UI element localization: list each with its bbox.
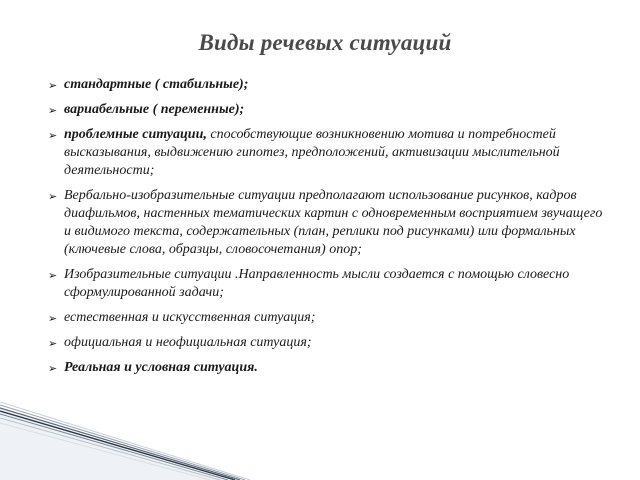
list-item	[48, 187, 608, 259]
list-item	[48, 266, 608, 302]
bullet-arrow-icon: ➢	[48, 80, 58, 92]
bullet-arrow-icon: ➢	[48, 130, 58, 142]
item-text-bold: Реальная и условная ситуация.	[64, 360, 258, 375]
item-text: способствующие возникновению мотива и потребностей высказывания, выдвижению гипотез, предположений, активизации мыслительной деятельности;	[64, 127, 560, 178]
bullet-arrow-icon: ➢	[48, 338, 58, 350]
list-item	[48, 101, 608, 119]
bullet-arrow-icon: ➢	[48, 363, 58, 375]
item-text-bold: вариабельные ( переменные);	[64, 102, 245, 117]
bullet-arrow-icon: ➢	[48, 191, 58, 203]
item-text: Изобразительные ситуации .Направленность мысли создается с помощью словесно сформулированной задачи;	[64, 267, 570, 300]
bullet-arrow-icon: ➢	[48, 270, 58, 282]
item-text: естественная и искусственная ситуация;	[64, 310, 316, 325]
bullet-arrow-icon: ➢	[48, 313, 58, 325]
decorative-stripes	[0, 380, 640, 480]
item-text: официальная и неофициальная ситуация;	[64, 335, 312, 350]
slide-title: Виды речевых ситуаций	[198, 30, 452, 55]
list-item	[48, 334, 608, 352]
item-text-bold: стандартные ( стабильные);	[64, 77, 249, 92]
list-item	[48, 309, 608, 327]
bullet-list	[48, 76, 608, 384]
list-item	[48, 76, 608, 94]
list-item	[48, 359, 608, 377]
bullet-arrow-icon: ➢	[48, 105, 58, 117]
item-text-bold: проблемные ситуации,	[64, 127, 207, 142]
list-item	[48, 126, 608, 180]
item-text: Вербально-изобразительные ситуации предполагают использование рисунков, кадров диафильмов, настенных тематических картин с одновременным восприятием звучащего и видимого текста, содержательных (план, реплики под рисунками) или формальных (ключевые слова, образцы, словосочетания) опор;	[64, 188, 603, 257]
